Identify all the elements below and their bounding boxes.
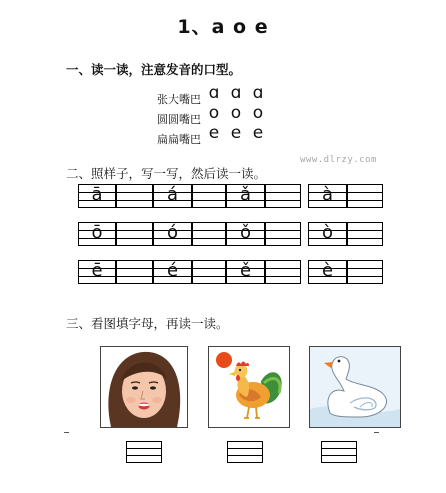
tone-letter: ó [166,222,178,243]
answer-grid-1[interactable] [126,441,162,463]
watermark: www.dlrzy.com [300,155,377,165]
tone-letter: ā [91,184,103,205]
letter-e: e [230,123,242,143]
letter-e: e [252,123,264,143]
tone-letter: ě [239,260,252,281]
writing-cell[interactable] [192,222,226,246]
letter-o: o [252,103,264,123]
sample-letter-cell [226,260,265,284]
tone-letter: è [321,260,334,281]
sample-letter-cell [78,184,116,208]
writing-cell[interactable] [347,260,383,284]
picture-rooster [208,346,290,428]
mouth-letters-o [203,103,269,123]
woman-face-icon [101,347,187,427]
letter-a: ɑ [252,83,264,103]
sample-letter-cell [226,222,265,246]
tone-letter: ǒ [239,222,251,243]
writing-cell[interactable] [265,222,301,246]
writing-cell[interactable] [347,222,383,246]
writing-cell[interactable] [116,260,153,284]
letter-a: ɑ [230,83,242,103]
tone-letter: ǎ [239,184,252,205]
letter-e: e [208,123,220,143]
sample-letter-cell [153,184,192,208]
writing-cell[interactable] [347,184,383,208]
writing-cell[interactable] [265,260,301,284]
writing-cell[interactable] [116,184,153,208]
sample-letter-cell [78,222,116,246]
sample-letter-cell [308,184,347,208]
picture-woman-face [100,346,188,428]
letter-o: o [208,103,220,123]
tone-letter: ē [91,260,103,281]
sample-letter-cell [153,222,192,246]
page-mark [64,432,69,433]
tone-letter: á [166,184,179,205]
section2-heading: 二、照样子，写一写，然后读一读。 [66,166,267,181]
sample-letter-cell [308,260,347,284]
mouth-letters-e [203,123,269,143]
writing-cell[interactable] [192,260,226,284]
page-mark [374,432,379,433]
mouth-letters-a [203,83,269,103]
sample-letter-cell [308,222,347,246]
writing-cell[interactable] [116,222,153,246]
picture-goose [309,346,401,428]
answer-grid-3[interactable] [321,441,357,463]
section1-heading: 一、读一读，注意发音的口型。 [66,62,242,77]
writing-cell[interactable] [192,184,226,208]
letter-o: o [230,103,242,123]
tone-letter: é [166,260,179,281]
page-title: 1、a o e [177,16,269,38]
mouth-label-flat: 扁扁嘴巴 [157,133,201,146]
writing-cell[interactable] [265,184,301,208]
tone-letter: à [321,184,334,205]
section3-heading: 三、看图填字母，再读一读。 [66,316,229,331]
rooster-icon [209,347,289,427]
sample-letter-cell [226,184,265,208]
answer-grid-2[interactable] [227,441,263,463]
mouth-label-open: 张大嘴巴 [157,93,201,106]
sample-letter-cell [78,260,116,284]
mouth-label-round: 圆圆嘴巴 [157,113,201,126]
sample-letter-cell [153,260,192,284]
goose-icon [310,347,400,427]
letter-a: ɑ [208,83,220,103]
tone-letter: ō [91,222,103,243]
tone-letter: ò [321,222,333,243]
